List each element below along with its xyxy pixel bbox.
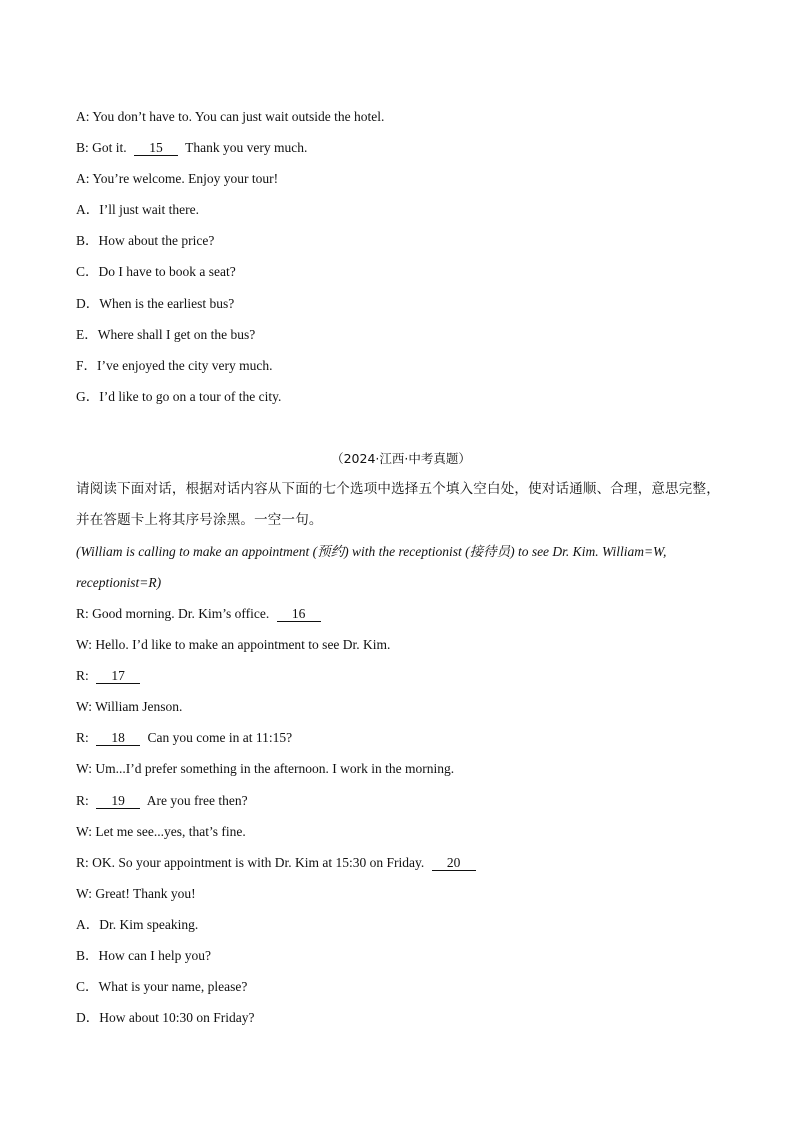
option-f: F．I’ve enjoyed the city very much. xyxy=(76,357,273,373)
instruction-text: 请阅读下面对话，根据对话内容从下面的七个选项中选择五个填入空白处，使对话通顺、合理，意思完整，并在答题卡上将其序号涂黑。一空一句。 xyxy=(76,480,720,528)
option-b: B．How about the price? xyxy=(76,233,215,249)
dialogue-text: W: Let me see...yes, that’s fine. xyxy=(76,823,246,839)
dialogue-text: A: You don’t have to. You can just wait outside the hotel. xyxy=(76,109,385,124)
dialogue-line xyxy=(76,101,726,132)
answer-blank-19: 19 xyxy=(96,793,140,809)
dialogue-text: R: xyxy=(76,730,89,746)
dialogue-line xyxy=(76,660,726,691)
dialogue-line xyxy=(76,847,726,878)
dialogue-text: W: Um...I’d prefer something in the afternoon. I work in the morning. xyxy=(76,761,455,777)
dialogue-line xyxy=(76,132,726,163)
context-line: (William is calling to make an appointment (预约) with the receptionist (接待员) to see Dr. Kim. William=W, xyxy=(76,543,667,559)
answer-blank-18: 18 xyxy=(96,730,140,746)
dialogue-text: A: You’re welcome. Enjoy your tour! xyxy=(76,171,279,187)
question-source: （2024·江西·中考真题） xyxy=(331,450,471,466)
dialogue-line xyxy=(76,163,726,194)
dialogue-text: Thank you very much. xyxy=(185,140,308,156)
dialogue-line xyxy=(76,691,726,722)
option-c: C．What is your name, please? xyxy=(76,979,248,995)
dialogue-text: B: Got it. xyxy=(76,140,127,156)
answer-blank-17: 17 xyxy=(96,668,140,684)
dialogue-line xyxy=(76,878,726,909)
dialogue-text: R: Good morning. Dr. Kim’s office. xyxy=(76,605,270,621)
section-gap xyxy=(76,412,726,443)
dialogue-text: Can you come in at 11:15? xyxy=(147,730,293,746)
option-b: B．How can I help you? xyxy=(76,947,211,963)
option-a: A．I’ll just wait there. xyxy=(76,202,199,218)
dialogue-line xyxy=(76,816,726,847)
option-d: D．When is the earliest bus? xyxy=(76,295,235,311)
dialogue-line xyxy=(76,722,726,753)
option-a: A．Dr. Kim speaking. xyxy=(76,916,199,932)
dialogue-text: W: Great! Thank you! xyxy=(76,885,196,901)
dialogue-line xyxy=(76,785,726,816)
answer-blank-16: 16 xyxy=(277,606,321,622)
option-g: G．I’d like to go on a tour of the city. xyxy=(76,388,282,404)
option-e: E．Where shall I get on the bus? xyxy=(76,326,256,342)
dialogue-line xyxy=(76,629,726,660)
dialogue-text: R: xyxy=(76,792,89,808)
dialogue-text: W: William Jenson. xyxy=(76,699,183,715)
dialogue-text: W: Hello. I’d like to make an appointment to see Dr. Kim. xyxy=(76,637,391,653)
answer-blank-15: 15 xyxy=(134,140,178,156)
dialogue-text: R: OK. So your appointment is with Dr. Kim at 15:30 on Friday. xyxy=(76,854,425,870)
dialogue-line xyxy=(76,598,726,629)
dialogue-text: Are you free then? xyxy=(146,792,248,808)
context-line: receptionist=R) xyxy=(76,574,162,590)
dialogue-text: R: xyxy=(76,668,89,684)
document-page xyxy=(76,101,726,1033)
answer-blank-20: 20 xyxy=(432,855,476,871)
dialogue-line xyxy=(76,753,726,784)
option-c: C．Do I have to book a seat? xyxy=(76,264,236,280)
option-d: D．How about 10:30 on Friday? xyxy=(76,1010,255,1026)
